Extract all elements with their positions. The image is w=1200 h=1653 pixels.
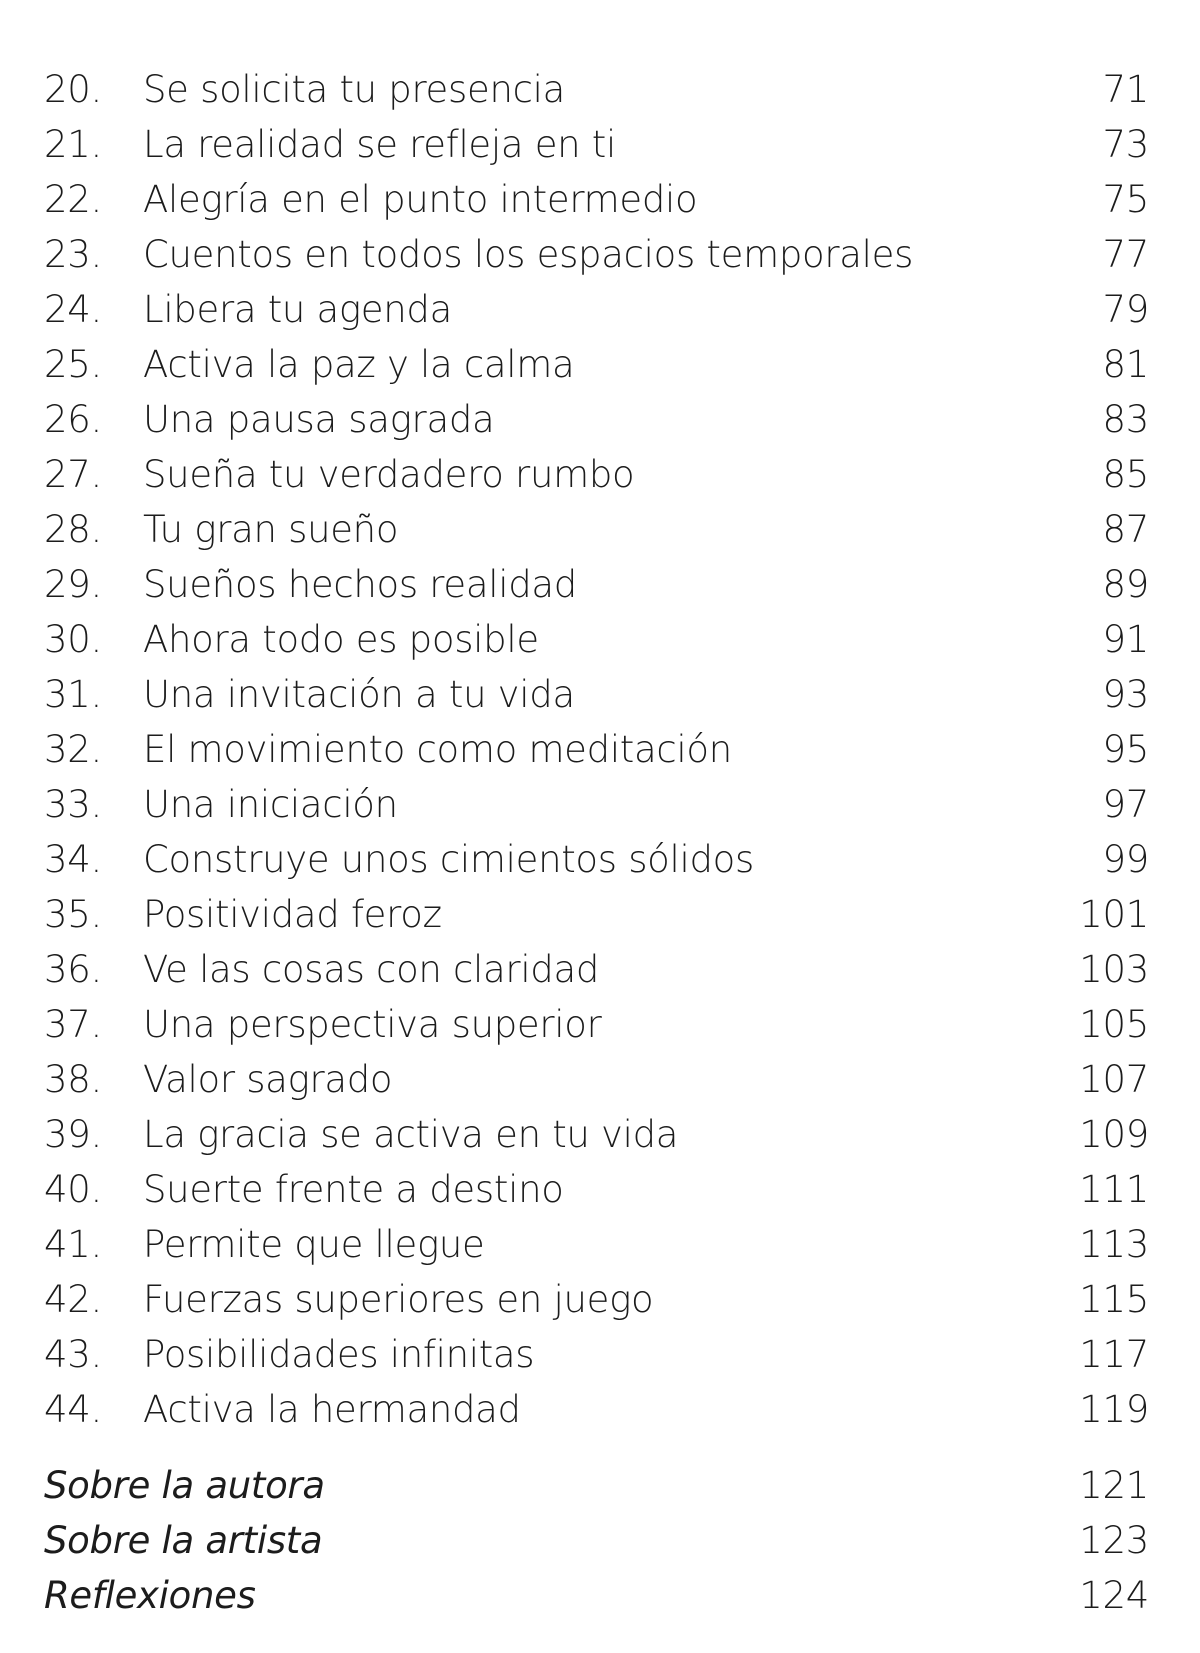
back-matter-title: Reflexiones xyxy=(44,1574,256,1617)
page-number: 119 xyxy=(1079,1388,1149,1431)
page-number: 77 xyxy=(1102,233,1149,276)
chapter-number: 26. xyxy=(44,398,102,441)
toc-entry xyxy=(44,612,1149,667)
toc-entry xyxy=(44,1162,1149,1217)
chapter-title: Positividad feroz xyxy=(143,893,442,936)
chapter-number: 32. xyxy=(44,728,102,771)
toc-entry xyxy=(44,1327,1149,1382)
chapter-number: 37. xyxy=(44,1003,102,1046)
toc-entry xyxy=(44,1107,1149,1162)
chapter-title: Construye unos cimientos sólidos xyxy=(143,838,754,881)
page-number: 113 xyxy=(1079,1223,1149,1266)
chapter-title: El movimiento como meditación xyxy=(143,728,732,771)
chapter-title: Una perspectiva superior xyxy=(143,1003,602,1046)
chapter-number: 21. xyxy=(44,123,102,166)
page-number: 99 xyxy=(1102,838,1149,881)
chapter-title: Valor sagrado xyxy=(143,1058,393,1101)
page-number: 87 xyxy=(1102,508,1149,551)
back-matter-list xyxy=(44,1458,1149,1623)
chapter-number: 33. xyxy=(44,783,102,826)
page-number: 93 xyxy=(1102,673,1149,716)
toc-entry xyxy=(44,172,1149,227)
chapter-title: Libera tu agenda xyxy=(143,288,452,331)
chapter-title: Fuerzas superiores en juego xyxy=(143,1278,654,1321)
chapter-title: Cuentos en todos los espacios temporales xyxy=(143,233,914,276)
page-number: 79 xyxy=(1102,288,1149,331)
page-number: 124 xyxy=(1079,1574,1149,1617)
toc-entry xyxy=(44,832,1149,887)
page-number: 75 xyxy=(1102,178,1149,221)
chapter-number: 31. xyxy=(44,673,102,716)
page-number: 109 xyxy=(1079,1113,1149,1156)
page-number: 121 xyxy=(1079,1464,1149,1507)
page-number: 73 xyxy=(1102,123,1149,166)
chapter-number: 28. xyxy=(44,508,102,551)
page-number: 115 xyxy=(1079,1278,1149,1321)
toc-entry xyxy=(44,1052,1149,1107)
chapter-title: Alegría en el punto intermedio xyxy=(143,178,698,221)
toc-entry xyxy=(44,887,1149,942)
chapter-title: Una invitación a tu vida xyxy=(143,673,575,716)
chapter-number: 25. xyxy=(44,343,102,386)
back-matter-title: Sobre la artista xyxy=(44,1519,323,1562)
chapter-title: Una iniciación xyxy=(143,783,398,826)
chapter-title: Tu gran sueño xyxy=(143,508,399,551)
chapter-title: Se solicita tu presencia xyxy=(143,68,566,111)
toc-entry xyxy=(44,1272,1149,1327)
chapter-title: Permite que llegue xyxy=(143,1223,485,1266)
toc-entry xyxy=(44,1217,1149,1272)
page-number: 123 xyxy=(1079,1519,1149,1562)
toc-entry xyxy=(44,777,1149,832)
chapter-title: La realidad se refleja en ti xyxy=(143,123,616,166)
page-number: 71 xyxy=(1102,68,1149,111)
chapter-number: 36. xyxy=(44,948,102,991)
toc-entry xyxy=(44,1382,1149,1437)
chapter-title: Sueños hechos realidad xyxy=(143,563,577,606)
chapter-number: 23. xyxy=(44,233,102,276)
toc-entry xyxy=(44,62,1149,117)
chapter-number: 43. xyxy=(44,1333,102,1376)
chapter-number: 22. xyxy=(44,178,102,221)
chapter-title: Activa la hermandad xyxy=(143,1388,521,1431)
chapter-number: 42. xyxy=(44,1278,102,1321)
toc-entry xyxy=(44,227,1149,282)
toc-entry xyxy=(44,557,1149,612)
back-matter-entry xyxy=(44,1513,1149,1568)
chapter-list xyxy=(44,62,1149,1437)
chapter-number: 27. xyxy=(44,453,102,496)
back-matter-entry xyxy=(44,1458,1149,1513)
page-number: 117 xyxy=(1079,1333,1149,1376)
chapter-title: Una pausa sagrada xyxy=(143,398,495,441)
chapter-number: 30. xyxy=(44,618,102,661)
back-matter-entry xyxy=(44,1568,1149,1623)
toc-entry xyxy=(44,997,1149,1052)
chapter-title: Sueña tu verdadero rumbo xyxy=(143,453,635,496)
toc-entry xyxy=(44,667,1149,722)
chapter-number: 29. xyxy=(44,563,102,606)
toc-entry xyxy=(44,447,1149,502)
page-number: 85 xyxy=(1102,453,1149,496)
chapter-number: 44. xyxy=(44,1388,102,1431)
chapter-number: 39. xyxy=(44,1113,102,1156)
toc-entry xyxy=(44,117,1149,172)
back-matter-title: Sobre la autora xyxy=(44,1464,325,1507)
page-number: 101 xyxy=(1079,893,1149,936)
toc-entry xyxy=(44,502,1149,557)
chapter-title: Ve las cosas con claridad xyxy=(143,948,600,991)
page-number: 107 xyxy=(1079,1058,1149,1101)
page-number: 97 xyxy=(1102,783,1149,826)
chapter-title: Posibilidades infinitas xyxy=(143,1333,535,1376)
toc-entry xyxy=(44,337,1149,392)
page-number: 111 xyxy=(1079,1168,1149,1211)
chapter-title: Activa la paz y la calma xyxy=(143,343,575,386)
chapter-number: 35. xyxy=(44,893,102,936)
toc-entry xyxy=(44,722,1149,777)
chapter-title: Ahora todo es posible xyxy=(143,618,539,661)
page-number: 105 xyxy=(1079,1003,1149,1046)
page-number: 83 xyxy=(1102,398,1149,441)
page-number: 91 xyxy=(1102,618,1149,661)
chapter-title: La gracia se activa en tu vida xyxy=(143,1113,679,1156)
page-number: 81 xyxy=(1102,343,1149,386)
chapter-number: 40. xyxy=(44,1168,102,1211)
toc-entry xyxy=(44,282,1149,337)
chapter-number: 38. xyxy=(44,1058,102,1101)
toc-entry xyxy=(44,942,1149,997)
chapter-number: 34. xyxy=(44,838,102,881)
chapter-number: 41. xyxy=(44,1223,102,1266)
page-number: 89 xyxy=(1102,563,1149,606)
chapter-number: 24. xyxy=(44,288,102,331)
toc-entry xyxy=(44,392,1149,447)
chapter-title: Suerte frente a destino xyxy=(143,1168,564,1211)
chapter-number: 20. xyxy=(44,68,102,111)
page-number: 103 xyxy=(1079,948,1149,991)
page-number: 95 xyxy=(1102,728,1149,771)
